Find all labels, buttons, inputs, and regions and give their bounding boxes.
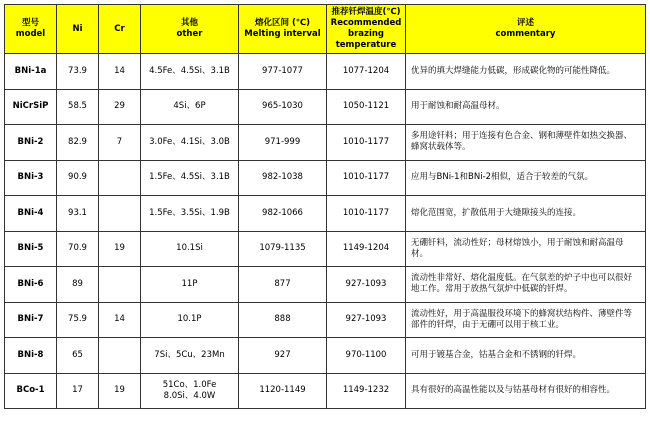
table-row xyxy=(5,89,646,125)
cell-commentary: 应用与BNi-1和BNi-2相似，适合于较差的气氛。 xyxy=(406,160,646,196)
cell-brazing-temperature: 1010-1177 xyxy=(327,125,406,161)
cell-other-line: 1.5Fe、4.5Si、3.1B xyxy=(149,172,230,183)
cell-melting-interval: 982-1066 xyxy=(239,196,327,232)
cell-ni: 70.9 xyxy=(57,231,99,267)
cell-model: BNi-7 xyxy=(5,302,57,338)
header-brazing-line: temperature xyxy=(335,40,397,50)
table-row xyxy=(5,160,646,196)
cell-brazing-temperature: 1149-1232 xyxy=(327,373,406,409)
header-other-line: 其他 xyxy=(180,18,198,28)
header-other xyxy=(141,5,239,54)
cell-cr: 19 xyxy=(99,373,141,409)
cell-other-line: 4Si、6P xyxy=(173,101,206,112)
cell-commentary: 流动性非常好、熔化温度低。在气氛差的炉子中也可以很好地工作。常用于放热气氛炉中低碳的钎焊。 xyxy=(406,267,646,303)
header-brazing-line: 推荐钎焊温度(℃) xyxy=(331,7,401,17)
cell-other-line: 7Si、5Cu、23Mn xyxy=(154,349,225,360)
cell-other xyxy=(141,373,239,409)
cell-cr: 19 xyxy=(99,231,141,267)
cell-other xyxy=(141,160,239,196)
cell-ni: 93.1 xyxy=(57,196,99,232)
cell-melting-interval: 971-999 xyxy=(239,125,327,161)
cell-model: BNi-3 xyxy=(5,160,57,196)
cell-brazing-temperature: 1010-1177 xyxy=(327,160,406,196)
header-model xyxy=(5,5,57,54)
cell-other xyxy=(141,89,239,125)
cell-brazing-temperature: 1050-1121 xyxy=(327,89,406,125)
cell-model: BNi-5 xyxy=(5,231,57,267)
cell-cr xyxy=(99,160,141,196)
cell-commentary: 流动性好，用于高温服役环境下的蜂窝状结构件、薄壁件等部件的钎焊，由于无硼可以用于核工业。 xyxy=(406,302,646,338)
header-ni xyxy=(57,5,99,54)
header-brazing-temperature xyxy=(327,5,406,54)
cell-cr: 14 xyxy=(99,302,141,338)
header-brazing-line: brazing xyxy=(347,29,384,39)
cell-cr: 14 xyxy=(99,54,141,90)
header-comment-line: 评述 xyxy=(516,18,534,28)
cell-other-line: 11P xyxy=(181,278,198,289)
table-row xyxy=(5,196,646,232)
cell-model: BNi-8 xyxy=(5,338,57,374)
cell-model: BNi-2 xyxy=(5,125,57,161)
header-melting-line: 熔化区间 (℃) xyxy=(254,18,311,28)
cell-other-line: 51Co、1.0Fe xyxy=(162,379,217,390)
table-row xyxy=(5,302,646,338)
header-brazing-line: Recommended xyxy=(330,18,402,28)
cell-brazing-temperature: 1077-1204 xyxy=(327,54,406,90)
table-row xyxy=(5,267,646,303)
table-row xyxy=(5,373,646,409)
cell-brazing-temperature: 927-1093 xyxy=(327,267,406,303)
cell-commentary: 具有很好的高温性能以及与钴基母材有很好的相容性。 xyxy=(406,373,646,409)
cell-other xyxy=(141,125,239,161)
cell-ni: 58.5 xyxy=(57,89,99,125)
header-row xyxy=(5,5,646,54)
cell-brazing-temperature: 1149-1204 xyxy=(327,231,406,267)
cell-other xyxy=(141,54,239,90)
cell-other-line: 4.5Fe、4.5Si、3.1B xyxy=(149,65,230,76)
cell-other-line: 1.5Fe、3.5Si、1.9B xyxy=(149,207,230,218)
cell-cr: 7 xyxy=(99,125,141,161)
cell-cr xyxy=(99,338,141,374)
cell-other xyxy=(141,267,239,303)
cell-melting-interval: 965-1030 xyxy=(239,89,327,125)
table-row xyxy=(5,125,646,161)
cell-model: BNi-4 xyxy=(5,196,57,232)
cell-other-line: 10.1Si xyxy=(176,243,203,254)
cell-ni: 65 xyxy=(57,338,99,374)
cell-brazing-temperature: 927-1093 xyxy=(327,302,406,338)
alloy-table-container xyxy=(4,4,646,409)
cell-commentary: 无硼钎料，流动性好；母材熔蚀小，用于耐蚀和耐高温母材。 xyxy=(406,231,646,267)
brazing-alloy-table xyxy=(4,4,646,409)
cell-brazing-temperature: 970-1100 xyxy=(327,338,406,374)
cell-ni: 90.9 xyxy=(57,160,99,196)
cell-melting-interval: 977-1077 xyxy=(239,54,327,90)
cell-other-line: 8.0Si、4.0W xyxy=(163,390,216,401)
header-melting-interval xyxy=(239,5,327,54)
table-row xyxy=(5,231,646,267)
cell-commentary: 优异的填大焊缝能力低碳，形成碳化物的可能性降低。 xyxy=(406,54,646,90)
cell-melting-interval: 1120-1149 xyxy=(239,373,327,409)
header-ni-line: Ni xyxy=(72,23,83,34)
cell-cr xyxy=(99,196,141,232)
header-cr-line: Cr xyxy=(114,23,125,34)
cell-ni: 89 xyxy=(57,267,99,303)
cell-ni: 17 xyxy=(57,373,99,409)
cell-commentary: 熔化范围宽，扩散低用于大缝隙接头的连接。 xyxy=(406,196,646,232)
header-other-line: other xyxy=(176,29,203,39)
cell-model: BCo-1 xyxy=(5,373,57,409)
cell-ni: 73.9 xyxy=(57,54,99,90)
cell-ni: 82.9 xyxy=(57,125,99,161)
cell-melting-interval: 877 xyxy=(239,267,327,303)
cell-ni: 75.9 xyxy=(57,302,99,338)
cell-other xyxy=(141,196,239,232)
header-comment-line: commentary xyxy=(495,29,556,39)
header-cr xyxy=(99,5,141,54)
header-melting-line: Melting interval xyxy=(244,29,321,39)
cell-brazing-temperature: 1010-1177 xyxy=(327,196,406,232)
cell-commentary: 多用途钎料；用于连接有色合金、钢和薄壁件如热交换器、蜂窝状载体等。 xyxy=(406,125,646,161)
header-model-line: 型号 xyxy=(21,18,39,28)
cell-other xyxy=(141,231,239,267)
cell-other xyxy=(141,302,239,338)
cell-melting-interval: 927 xyxy=(239,338,327,374)
cell-commentary: 可用于镀基合金，钴基合金和不锈钢的钎焊。 xyxy=(406,338,646,374)
cell-melting-interval: 1079-1135 xyxy=(239,231,327,267)
cell-model: NiCrSiP xyxy=(5,89,57,125)
header-commentary xyxy=(406,5,646,54)
header-model-line: model xyxy=(15,29,46,39)
table-body xyxy=(5,54,646,409)
cell-other-line: 3.0Fe、4.1Si、3.0B xyxy=(149,136,230,147)
cell-cr xyxy=(99,267,141,303)
table-row xyxy=(5,54,646,90)
table-row xyxy=(5,338,646,374)
cell-other-line: 10.1P xyxy=(177,314,202,325)
cell-commentary: 用于耐蚀和耐高温母材。 xyxy=(406,89,646,125)
cell-melting-interval: 982-1038 xyxy=(239,160,327,196)
cell-other xyxy=(141,338,239,374)
cell-melting-interval: 888 xyxy=(239,302,327,338)
cell-model: BNi-6 xyxy=(5,267,57,303)
cell-cr: 29 xyxy=(99,89,141,125)
cell-model: BNi-1a xyxy=(5,54,57,90)
